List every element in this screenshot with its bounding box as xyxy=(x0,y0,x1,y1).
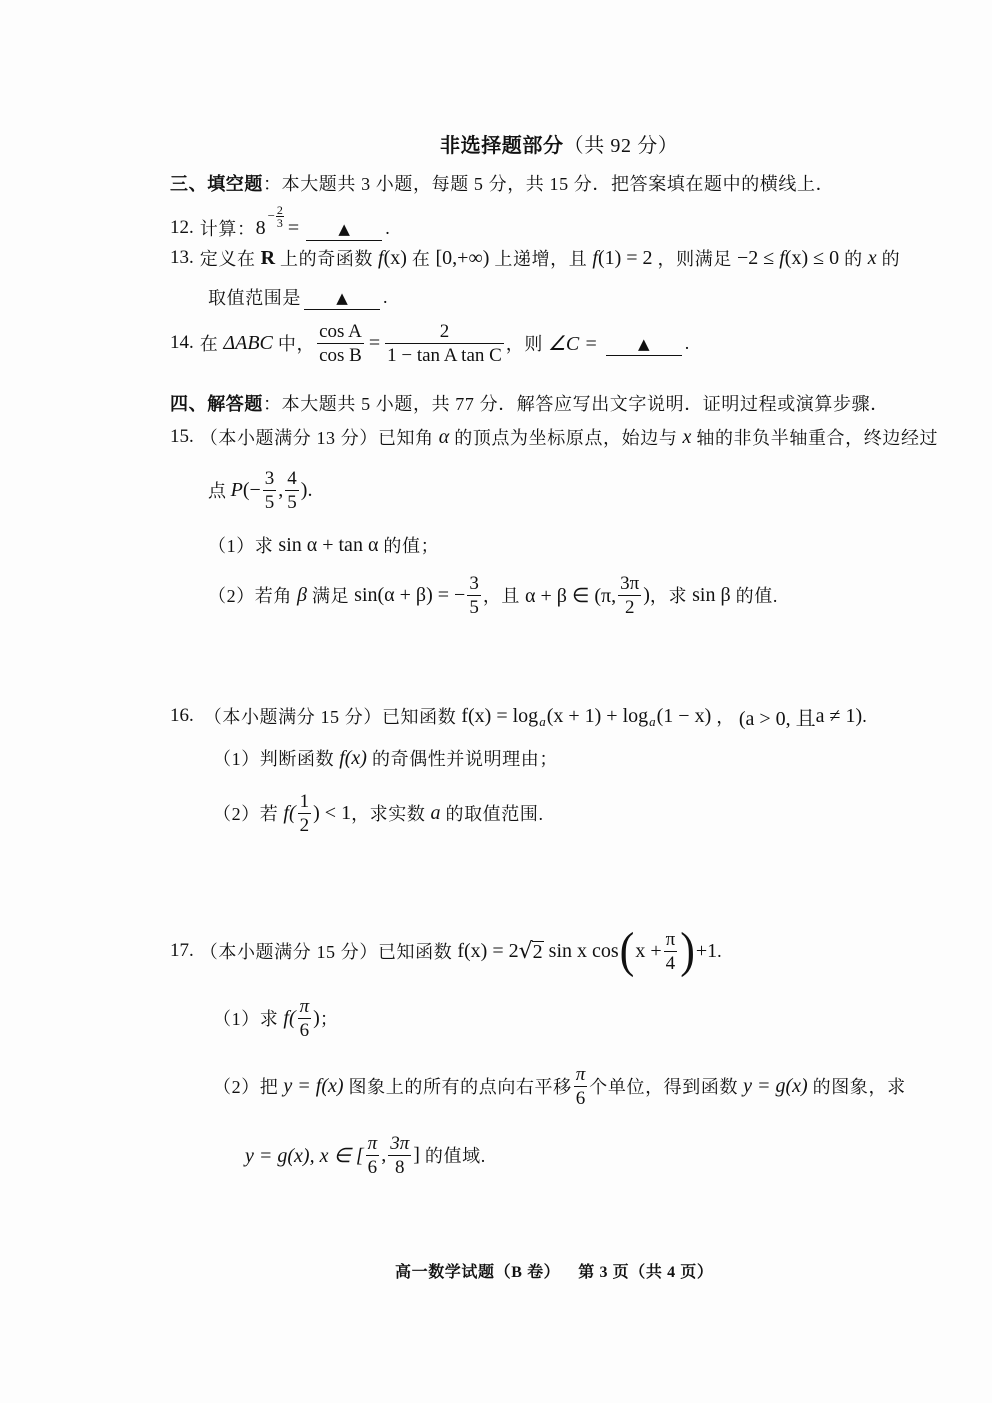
math-expr: (x + 1) + log xyxy=(546,704,649,727)
math-expr: α + β ∈ (π, xyxy=(525,584,617,607)
denominator: 2 xyxy=(618,595,641,619)
math-expr: (x) ≤ 0 xyxy=(784,246,840,269)
math-fx xyxy=(378,247,407,270)
denominator: 4 xyxy=(664,951,678,975)
q17-text: 的值域. xyxy=(424,1146,486,1166)
math-expr: (− xyxy=(242,478,261,501)
math-expr: +1 xyxy=(695,939,718,962)
q15-text: ，求 xyxy=(649,586,688,606)
math-set xyxy=(261,247,275,270)
math-var: f xyxy=(592,246,598,269)
question-14 xyxy=(170,318,690,368)
q15-text: 点 xyxy=(208,481,227,501)
question-16-part-1 xyxy=(213,733,558,783)
question-17-part-1 xyxy=(213,993,338,1043)
q15-text: 满足 xyxy=(311,586,350,606)
q13-text: 的 xyxy=(844,249,863,269)
section-title-points: （共 92 分） xyxy=(563,134,679,157)
q15-text: 的值. xyxy=(735,586,778,606)
math-var: β xyxy=(297,583,307,606)
numerator: 3π xyxy=(620,572,640,594)
numerator: π xyxy=(299,995,310,1017)
math-var: a xyxy=(430,801,441,824)
math-expr: f(x) = log xyxy=(461,704,539,727)
big-left-paren: ( xyxy=(619,923,635,978)
denominator: 6 xyxy=(298,1018,312,1042)
q13-text: ，则满足 xyxy=(657,249,732,269)
question-17-part-2-continued xyxy=(245,1130,486,1180)
math-expr: ). xyxy=(300,478,313,501)
math-expr-group xyxy=(692,584,731,607)
q15-text: 的顶点为坐标原点，始边与 xyxy=(454,428,678,448)
denominator: 1 − tan A tan C xyxy=(387,344,502,366)
numerator: π xyxy=(665,928,676,950)
math-expr: f(x) = 2 xyxy=(457,939,519,962)
math-expr-group xyxy=(339,747,367,770)
answer-blank: ▲ xyxy=(606,333,682,356)
question-number: 17. xyxy=(170,940,194,961)
math-expr: y = f(x) xyxy=(283,1074,344,1097)
math-arg: (x) xyxy=(383,246,407,269)
math-var: f xyxy=(378,246,384,269)
q12-text: 计算： xyxy=(199,219,256,239)
period: . xyxy=(717,940,723,961)
q15-text: （1）求 xyxy=(208,536,274,556)
q17-text: （2）把 xyxy=(213,1077,279,1097)
math-var: x xyxy=(867,246,877,269)
math-expr: x + xyxy=(635,939,662,962)
part4-heading: 四、解答题 xyxy=(170,394,263,414)
math-beta xyxy=(297,584,307,607)
q15-text: （本小题满分 13 分）已知角 xyxy=(199,428,434,448)
math-expr: ] xyxy=(413,1143,420,1166)
fraction xyxy=(385,320,504,367)
q17-text: 个单位，得到函数 xyxy=(589,1077,739,1097)
math-expr: f( xyxy=(283,801,296,824)
q13-text: 的 xyxy=(881,249,901,269)
q16-text: ， xyxy=(716,707,735,727)
fraction xyxy=(298,995,312,1042)
big-right-paren: ) xyxy=(680,923,695,978)
q17-text: （本小题满分 15 分）已知函数 xyxy=(199,942,453,962)
math-f1 xyxy=(592,247,652,270)
numerator: 3π xyxy=(390,1132,410,1154)
log-base: a xyxy=(649,714,656,729)
question-number: 16. xyxy=(170,705,194,726)
q17-text: 的图象，求 xyxy=(812,1077,906,1097)
fraction xyxy=(388,1132,411,1179)
math-function-definition xyxy=(461,705,711,728)
q17-text: 图象上的所有的点向右平移 xyxy=(348,1077,572,1097)
question-number: 14. xyxy=(170,332,194,353)
denominator: 6 xyxy=(366,1155,380,1179)
math-var: f xyxy=(779,246,785,269)
q14-text: 在 xyxy=(199,334,219,354)
q16-text: ，求实数 xyxy=(351,804,426,824)
angle-expr: ∠C = xyxy=(548,332,598,355)
period: . xyxy=(385,217,391,238)
log-base: a xyxy=(539,714,546,729)
question-17-part-2 xyxy=(213,1061,906,1111)
fraction xyxy=(664,928,678,975)
math-expr: f( xyxy=(283,1006,296,1029)
math-expr-group xyxy=(278,534,378,557)
math-expr: ) < 1 xyxy=(313,801,352,824)
math-expr-group xyxy=(283,1075,343,1098)
math-triangle xyxy=(223,332,273,355)
q15-text: （2）若角 xyxy=(208,586,292,606)
math-x xyxy=(868,247,877,270)
numerator: 3 xyxy=(469,572,479,594)
period: . xyxy=(383,286,389,307)
fraction xyxy=(366,1132,380,1179)
math-expr: y = g(x), x ∈ [ xyxy=(245,1144,364,1167)
comma: , xyxy=(278,478,284,501)
part3-heading: 三、填空题 xyxy=(170,174,263,194)
q15-text: 轴的非负半轴重合，终边经过 xyxy=(696,428,939,448)
denominator: 3 xyxy=(276,215,283,230)
fraction xyxy=(298,790,312,837)
q16-text: 的取值范围. xyxy=(445,804,544,824)
part3-heading-line xyxy=(170,158,834,208)
triangle-name: ΔABC xyxy=(223,331,273,354)
math-var: x xyxy=(682,425,692,448)
math-expr: y = g(x) xyxy=(743,1074,808,1097)
denominator: 8 xyxy=(388,1155,411,1179)
interval: [0,+∞) xyxy=(435,246,490,269)
answer-blank: ▲ xyxy=(306,218,382,241)
denominator: 5 xyxy=(469,596,479,618)
denominator: cos B xyxy=(319,344,362,366)
question-15-point xyxy=(208,465,312,515)
fraction xyxy=(285,467,299,514)
q16-text: 的奇偶性并说明理由； xyxy=(371,749,558,769)
math-condition: (a > 0, 且 xyxy=(738,707,816,730)
numerator: cos A xyxy=(319,320,362,342)
comma: , xyxy=(381,1143,387,1166)
numerator: π xyxy=(367,1132,378,1154)
fraction xyxy=(574,1063,588,1110)
math-inequality xyxy=(737,247,839,270)
period: . xyxy=(862,705,868,726)
q17-text: （1）求 xyxy=(213,1009,279,1029)
part3-description: ：本大题共 3 小题，每题 5 分，共 15 分．把答案填在题中的横线上． xyxy=(263,174,835,194)
denominator: 5 xyxy=(287,491,297,513)
q16-text: （1）判断函数 xyxy=(213,749,335,769)
question-number: 13. xyxy=(170,247,194,268)
page-footer xyxy=(395,1245,713,1295)
q16-text: （2）若 xyxy=(213,804,279,824)
question-15 xyxy=(170,412,938,462)
paper-name: 高一数学试题（B 卷） xyxy=(395,1263,561,1281)
q15-text: 的值； xyxy=(383,536,440,556)
equals-sign: = xyxy=(287,216,300,239)
question-15-part-1 xyxy=(208,520,439,570)
q16-text: （本小题满分 15 分）已知函数 xyxy=(203,707,457,727)
math-expr: sin α + tan α xyxy=(278,533,379,556)
fraction xyxy=(317,320,364,367)
fraction xyxy=(263,467,277,514)
q15-text: ，且 xyxy=(482,586,521,606)
q14-text: ，则 xyxy=(505,334,543,354)
math-expr: −2 ≤ xyxy=(736,246,775,269)
math-x xyxy=(682,426,691,449)
sqrt-symbol: √ xyxy=(518,938,533,964)
answer-blank: ▲ xyxy=(304,287,380,310)
denominator: 2 xyxy=(299,814,310,836)
question-15-part-2 xyxy=(208,570,778,620)
math-var: α xyxy=(438,425,450,448)
math-expr: ) xyxy=(643,583,650,606)
equals-sign: = xyxy=(368,331,381,354)
real-set-symbol: R xyxy=(260,246,276,269)
math-alpha xyxy=(439,426,450,449)
numerator: 3 xyxy=(264,467,275,489)
math-angle xyxy=(548,331,598,356)
section-title-main: 非选择题部分 xyxy=(440,134,564,157)
math-expr: ) xyxy=(313,1006,320,1029)
numerator: 2 xyxy=(276,202,283,217)
page-number: 第 3 页（共 4 页） xyxy=(578,1263,714,1281)
numerator: 4 xyxy=(287,467,297,489)
question-16-part-2 xyxy=(213,788,544,838)
math-expr-group xyxy=(743,1075,808,1098)
question-number: 12. xyxy=(170,217,194,238)
q13-text: 定义在 xyxy=(199,249,256,269)
q17-text: ； xyxy=(319,1009,339,1029)
period: . xyxy=(684,332,690,353)
math-expr: (1) = 2 xyxy=(597,246,653,269)
part4-description: ：本大题共 5 小题，共 77 分．解答应写出文字说明．证明过程或演算步骤． xyxy=(263,394,889,414)
math-expr: sin(α + β) = − xyxy=(354,583,466,606)
math-expr: f(x) xyxy=(339,746,367,769)
q14-text: 中， xyxy=(277,334,316,354)
math-condition: a ≠ 1) xyxy=(815,704,863,727)
question-17 xyxy=(170,923,722,979)
numerator: π xyxy=(575,1063,586,1085)
numerator: 2 xyxy=(439,320,450,342)
question-number: 15. xyxy=(170,426,194,447)
numerator: 1 xyxy=(299,790,310,812)
fraction xyxy=(467,572,481,619)
point-name: P xyxy=(230,478,243,501)
exponent xyxy=(268,204,284,229)
q13-text: 上递增，且 xyxy=(494,249,588,269)
math-expr: sin β xyxy=(692,583,731,606)
q13-text: 在 xyxy=(411,249,431,269)
math-expr: (1 − x) xyxy=(656,704,712,727)
fraction xyxy=(618,572,641,619)
sqrt-radicand: 2 xyxy=(532,940,543,963)
power-base: 8 xyxy=(255,216,266,239)
exponent-sign: − xyxy=(267,208,275,223)
exponent-fraction xyxy=(276,204,284,229)
question-13-continued xyxy=(208,272,388,322)
math-expr: sin x cos xyxy=(548,939,619,962)
q13-text: 上的奇函数 xyxy=(280,249,374,269)
q13-text: 取值范围是 xyxy=(208,288,301,308)
math-interval xyxy=(436,247,490,270)
denominator: 5 xyxy=(264,491,275,513)
denominator: 6 xyxy=(574,1086,588,1110)
math-a xyxy=(430,802,440,825)
